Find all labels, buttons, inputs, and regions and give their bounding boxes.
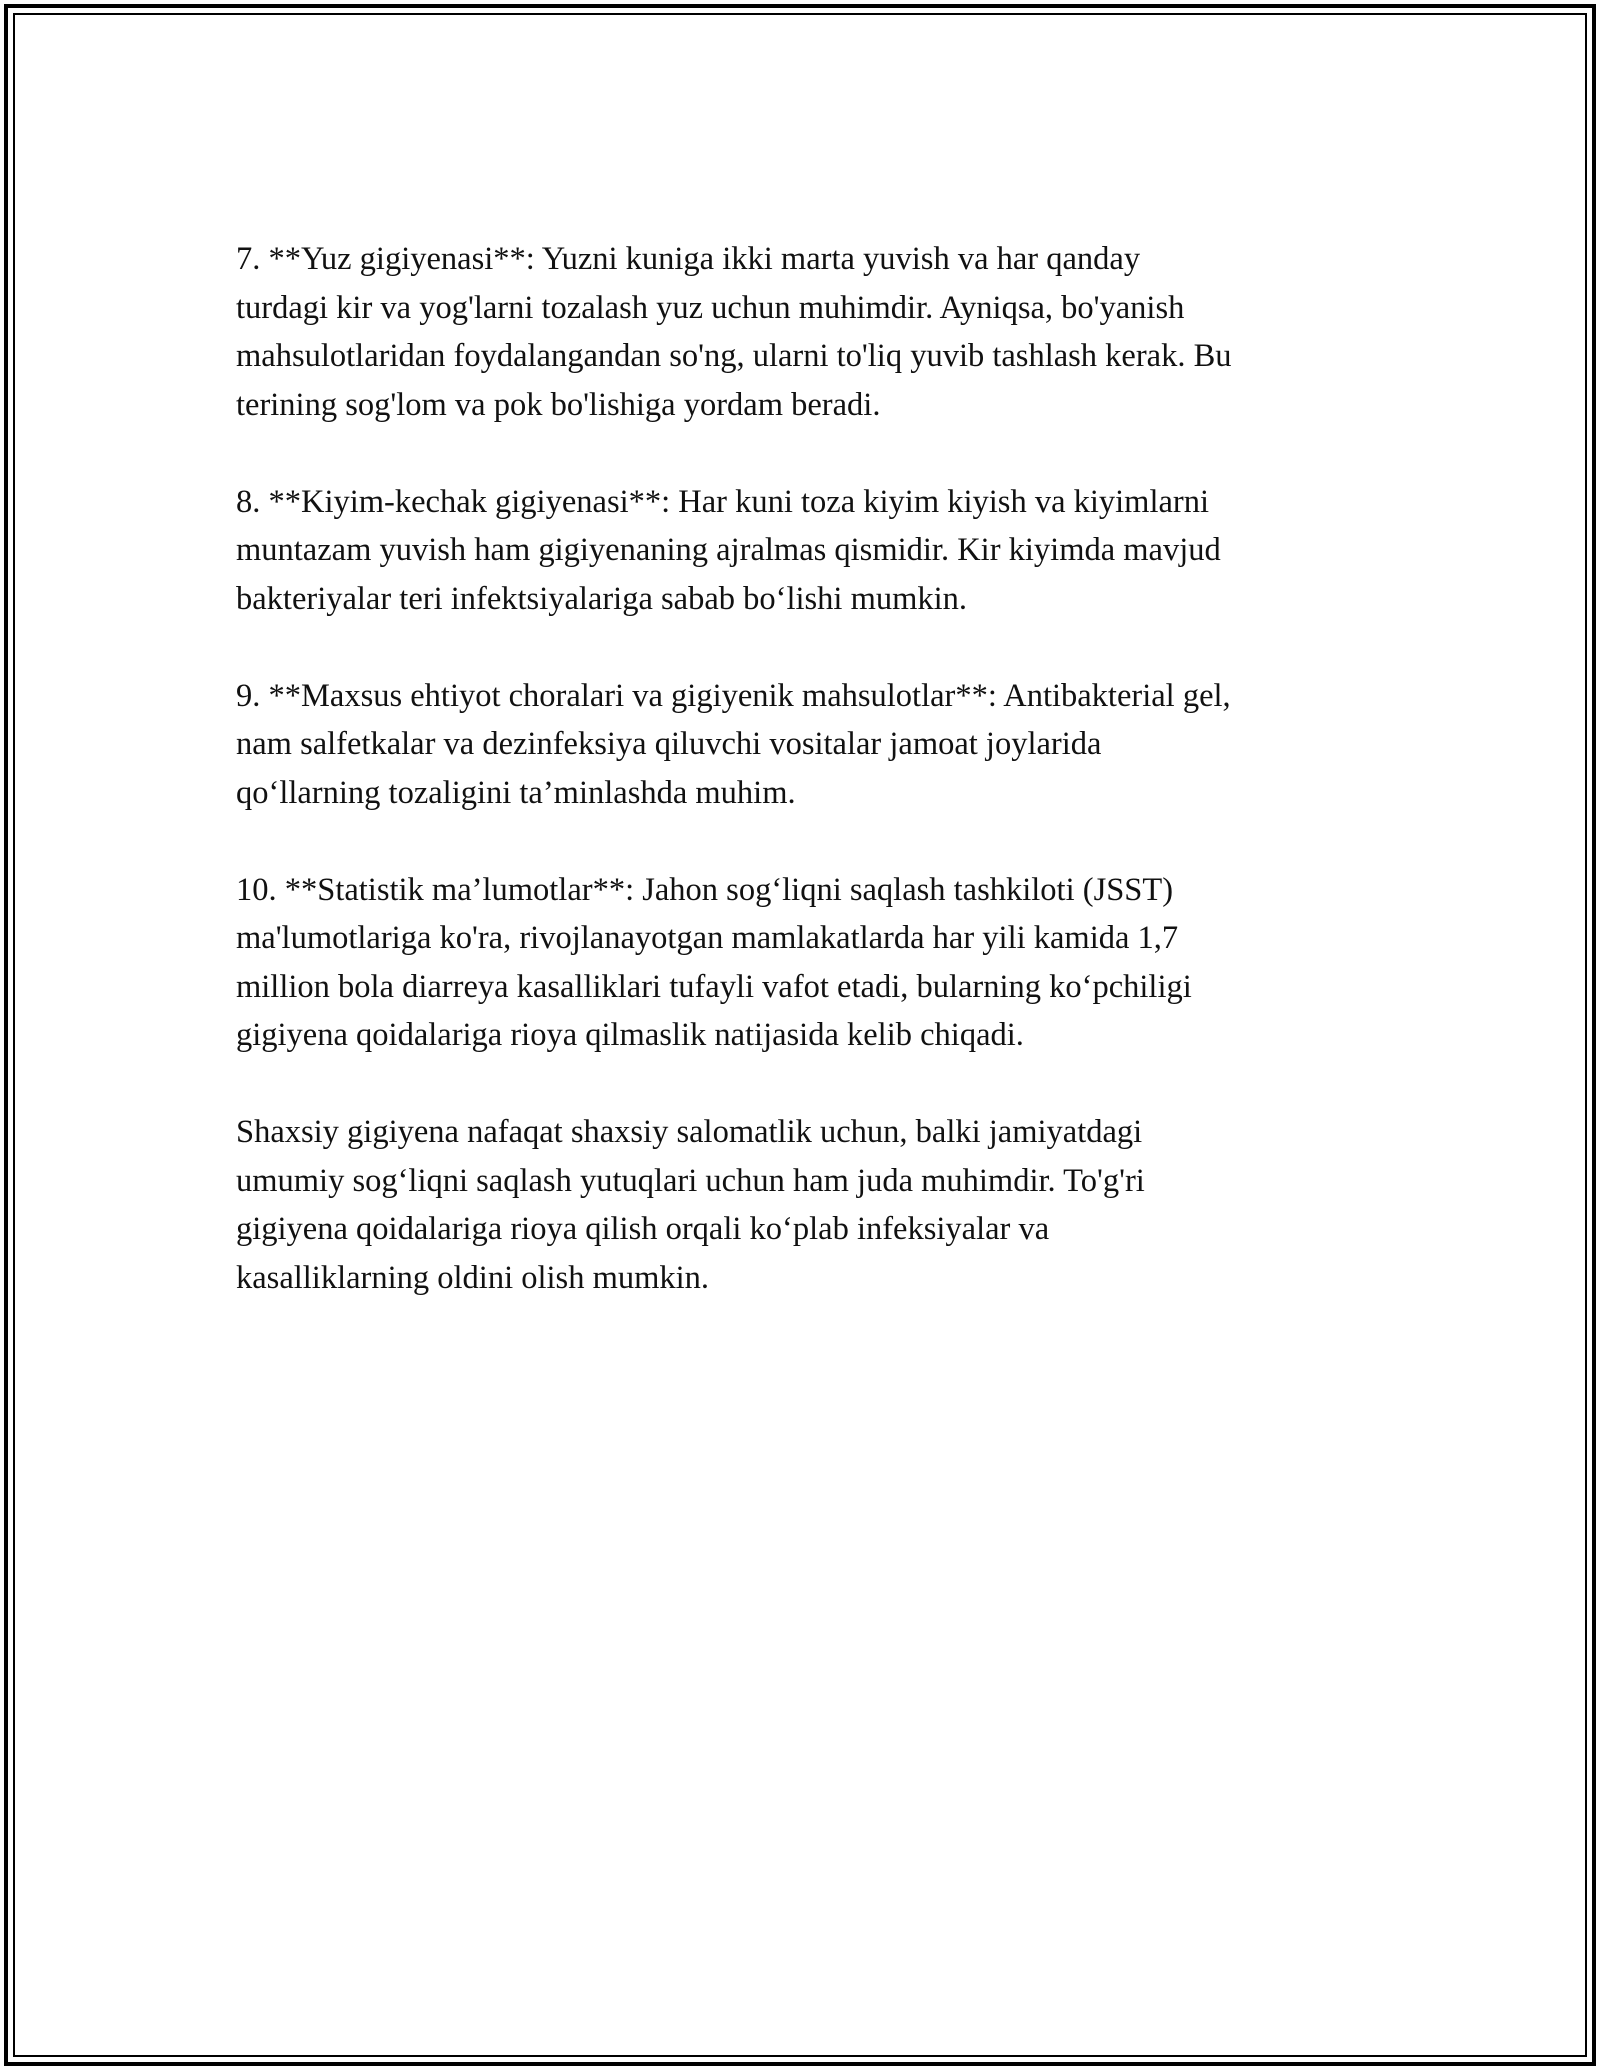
text-line: kasalliklarning oldini olish mumkin. [236,1259,710,1296]
text-line: 7. **Yuz gigiyenasi**: Yuzni kuniga ikki marta yuvish va har qanday [236,241,1141,277]
text-line: terining sog'lom va pok bo'lishiga yordam beradi. [236,386,881,423]
text-line: gigiyena qoidalariga rioya qilish orqali ko‘plab infeksiyalar va [236,1211,1050,1247]
text-line: 8. **Kiyim-kechak gigiyenasi**: Har kuni toza kiyim kiyish va kiyimlarni [236,483,1210,520]
text-line: ma'lumotlariga ko'ra, rivojlanayotgan mamlakatlarda har yili kamida 1,7 [236,920,1179,956]
text-line: muntazam yuvish ham gigiyenaning ajralmas qismidir. Kir kiyimda mavjud [236,532,1221,568]
paragraph-clothing-hygiene [236,478,1366,624]
text-line: gigiyena qoidalariga rioya qilmaslik natijasida kelib chiqadi. [236,1017,1024,1053]
text-line: nam salfetkalar va dezinfeksiya qiluvchi vositalar jamoat joylarida [236,726,1102,762]
text-line: umumiy sog‘liqni saqlash yutuqlari uchun ham juda muhimdir. To'g'ri [236,1162,1145,1199]
paragraph-face-hygiene [236,235,1366,429]
text-line: qo‘llarning tozaligini ta’minlashda muhim. [236,774,796,811]
text-line: Shaxsiy gigiyena nafaqat shaxsiy salomatlik uchun, balki jamiyatdagi [236,1114,1143,1150]
text-line: 9. **Maxsus ehtiyot choralari va gigiyenik mahsulotlar**: Antibakterial gel, [236,677,1231,714]
text-line: 10. **Statistik ma’lumotlar**: Jahon sog‘liqni saqlash tashkiloti (JSST) [236,871,1174,908]
paragraph-conclusion [236,1108,1366,1302]
text-line: mahsulotlaridan foydalangandan so'ng, ularni to'liq yuvib tashlash kerak. Bu [236,338,1232,374]
paragraph-special-precautions [236,672,1366,818]
paragraph-statistics [236,866,1366,1060]
text-line: turdagi kir va yog'larni tozalash yuz uchun muhimdir. Ayniqsa, bo'yanish [236,289,1185,326]
document-body [236,235,1366,1351]
text-line: bakteriyalar teri infektsiyalariga sabab bo‘lishi mumkin. [236,580,968,617]
text-line: million bola diarreya kasalliklari tufayli vafot etadi, bularning ko‘pchiligi [236,968,1192,1005]
